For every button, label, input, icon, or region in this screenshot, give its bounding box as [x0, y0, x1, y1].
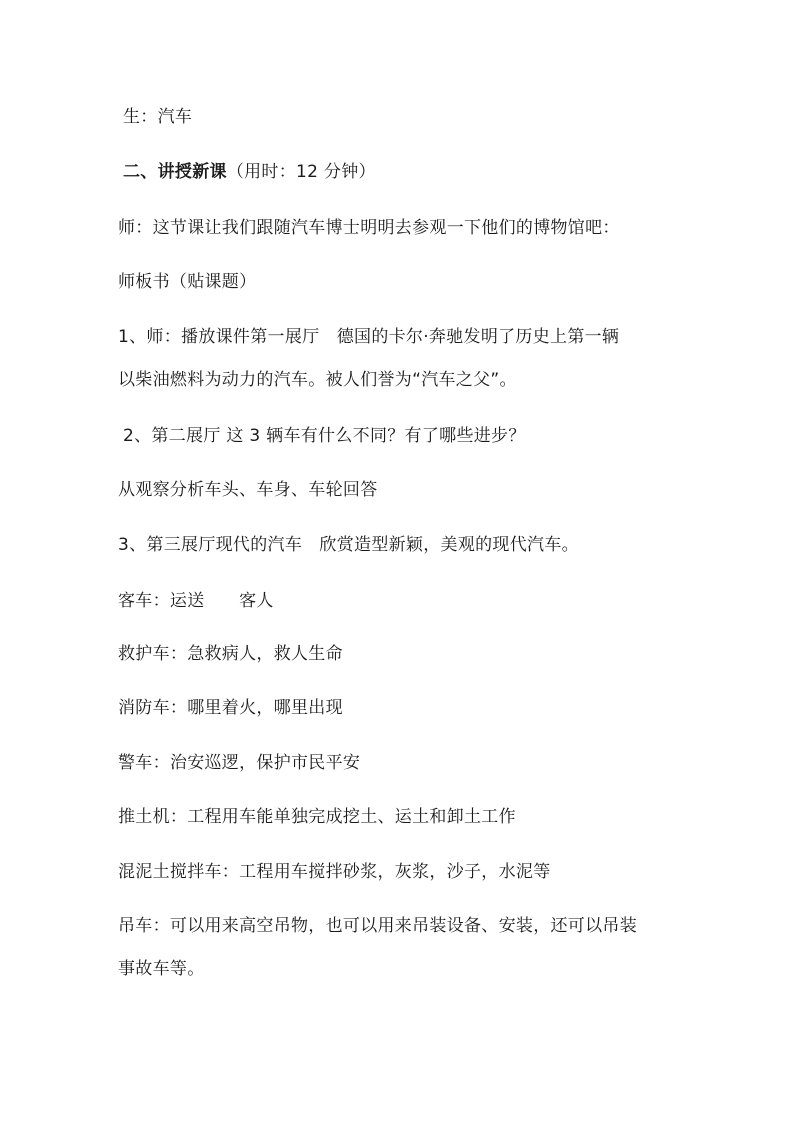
section-heading — [123, 161, 376, 183]
observation-answer: 从观察分析车头、车身、车轮回答 — [118, 480, 378, 500]
item-ambulance: 救护车：急救病人，救人生命 — [118, 644, 343, 664]
hall-three: 3、第三展厅现代的汽车 欣赏造型新颖，美观的现代汽车。 — [118, 535, 579, 555]
student-answer: 生：汽车 — [123, 107, 193, 127]
item-crane-line-2: 事故车等。 — [118, 959, 205, 979]
hall-two: 2、第二展厅 这 3 辆车有什么不同？有了哪些进步？ — [123, 426, 526, 446]
hall-one-line-1: 1、师：播放课件第一展厅 德国的卡尔·奔驰发明了历史上第一辆 — [118, 327, 620, 347]
hall-one-line-2: 以柴油燃料为动力的汽车。被人们誉为“汽车之父”。 — [118, 370, 517, 390]
section-heading-time: （用时：12 分钟） — [226, 162, 376, 182]
item-crane-line-1: 吊车：可以用来高空吊物，也可以用来吊装设备、安装，还可以吊装 — [118, 916, 637, 936]
item-fire-truck: 消防车：哪里着火，哪里出现 — [118, 698, 343, 718]
item-police-car: 警车：治安巡逻，保护市民平安 — [118, 753, 361, 773]
section-heading-title: 二、讲授新课 — [123, 162, 227, 182]
item-concrete-mixer: 混泥土搅拌车：工程用车搅拌砂浆，灰浆，沙子，水泥等 — [118, 862, 551, 882]
teacher-intro: 师：这节课让我们跟随汽车博士明明去参观一下他们的博物馆吧： — [118, 218, 620, 238]
item-bus: 客车：运送 客人 — [118, 591, 274, 611]
item-bulldozer: 推土机：工程用车能单独完成挖土、运土和卸土工作 — [118, 807, 516, 827]
teacher-board: 师板书（贴课题） — [118, 272, 257, 292]
